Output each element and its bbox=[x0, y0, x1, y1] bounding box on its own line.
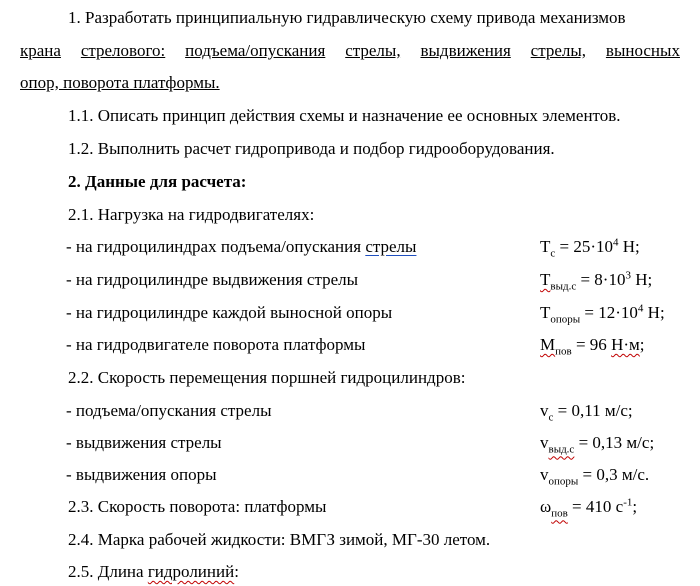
task-1-line-1: 1. Разработать принципиальную гидравлическую схему привода механизмов bbox=[68, 8, 626, 27]
load-outrigger-value: $T_{опоры} = 12\cdot 10^4$ Н; bbox=[540, 302, 665, 326]
section-2-4: 2.4. Марка рабочей жидкости: ВМГЗ зимой, МГ-30 летом. bbox=[68, 530, 491, 549]
section-2-heading: 2. Данные для расчета: bbox=[68, 172, 247, 191]
speed-boom-extend-label: - выдвижения стрелы bbox=[66, 433, 222, 452]
section-2-5: 2.5. Длина гидролиний: bbox=[68, 562, 239, 581]
load-boom-lift-label: - на гидроцилиндрах подъема/опускания стрелы bbox=[66, 237, 417, 256]
task-1-1: 1.1. Описать принцип действия схемы и назначение ее основных элементов. bbox=[68, 106, 621, 125]
load-boom-extend-value: $T_{выд.с} = 8\cdot 10^3$ Н; bbox=[540, 269, 653, 293]
section-2-3: 2.3. Скорость поворота: платформы bbox=[68, 497, 327, 516]
load-boom-lift-value: $T_c = 25\cdot 10^4$ Н; bbox=[540, 236, 640, 260]
task-1-line-2 bbox=[20, 41, 680, 61]
task-1-2: 1.2. Выполнить расчет гидропривода и подбор гидрооборудования. bbox=[68, 139, 555, 158]
word: выдвижения bbox=[420, 41, 511, 60]
speed-boom-lift-value: $v_c = 0,11$ м/с; bbox=[540, 401, 633, 424]
underlined-word: стрелы bbox=[365, 237, 417, 256]
load-rotation-label: - на гидродвигателе поворота платформы bbox=[66, 335, 366, 354]
misspelled-word: гидролиний bbox=[147, 562, 235, 581]
speed-outrigger-value: $v_{опоры} = 0,3$ м/с. bbox=[540, 465, 650, 488]
word: стрелы, bbox=[345, 41, 401, 60]
load-rotation-value: $M_{пов} = 96$ Н·м; bbox=[540, 335, 645, 358]
speed-outrigger-label: - выдвижения опоры bbox=[66, 465, 217, 484]
speed-boom-lift-label: - подъема/опускания стрелы bbox=[66, 401, 272, 420]
word: выносных bbox=[605, 41, 680, 60]
rotation-speed-value: $\omega_{пов} = 410$ $с^{-1}$; bbox=[540, 496, 638, 520]
task-1-line-3: опор, поворота платформы. bbox=[20, 73, 220, 92]
word: подъема/опускания bbox=[185, 41, 326, 60]
section-2-2-heading: 2.2. Скорость перемещения поршней гидроцилиндров: bbox=[68, 368, 466, 387]
load-outrigger-label: - на гидроцилиндре каждой выносной опоры bbox=[66, 303, 393, 322]
word: стрелы, bbox=[530, 41, 587, 60]
speed-boom-extend-value: $v_{выд.с} = 0,13$ м/с; bbox=[540, 433, 655, 456]
word: стрелового: bbox=[80, 41, 166, 60]
load-boom-extend-label: - на гидроцилиндре выдвижения стрелы bbox=[66, 270, 359, 289]
word: крана bbox=[20, 41, 61, 60]
section-2-1-heading: 2.1. Нагрузка на гидродвигателях: bbox=[68, 205, 315, 224]
